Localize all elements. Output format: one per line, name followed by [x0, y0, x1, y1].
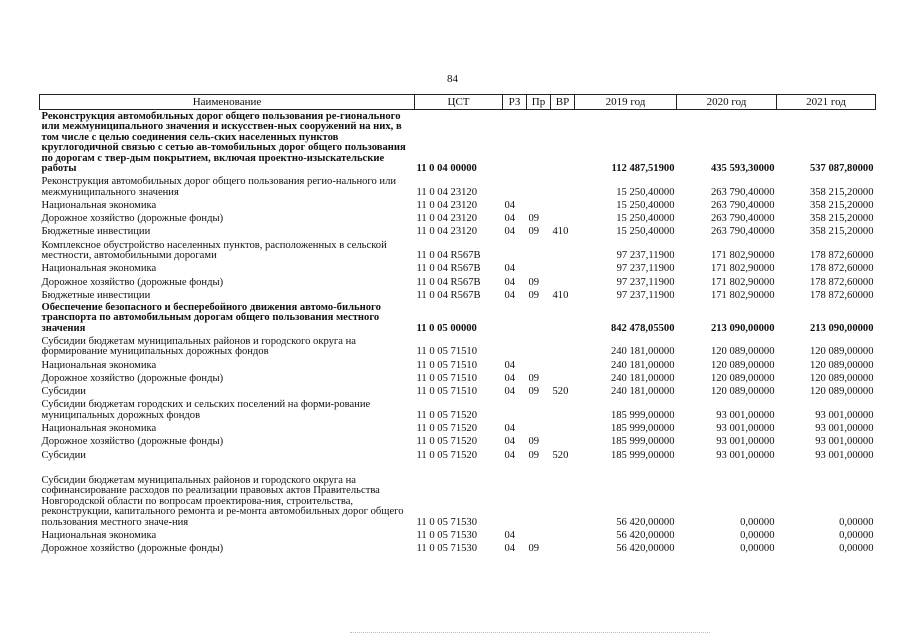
cell-cst: 11 0 04 23120 [416, 199, 478, 211]
cell-name: Национальная экономика [41, 263, 157, 275]
cell-vr [551, 261, 575, 274]
cell-y2021: 93 001,00000 [815, 436, 874, 448]
cell-y2019: 240 181,00000 [610, 359, 675, 371]
cell-y2020: 171 802,90000 [710, 276, 775, 288]
cell-rz [503, 238, 527, 262]
cell-y2019: 97 237,11900 [616, 276, 675, 288]
cell-cst: 11 0 04 R567B [416, 289, 481, 301]
cell-vr [551, 398, 575, 422]
header-2019: 2019 год [575, 95, 677, 110]
table-row [40, 275, 876, 288]
cell-y2020: 435 593,30000 [710, 163, 775, 175]
cell-rz: 04 [504, 372, 516, 384]
cell-name: Субсидии бюджетам муниципальных районов и городского округа на софинансирование расходов по реализации правовых актов Правительства Новгородской области по вопросам проектирова-ния, строительства, реконструкции, капитального ремонта и ре-монта автомобильных дорог общего пользования местного значе-ния [41, 475, 404, 528]
table-row [40, 211, 876, 224]
table-row [40, 110, 876, 175]
cell-cst: 11 0 04 R567B [416, 276, 481, 288]
cell-cst: 11 0 05 71530 [416, 543, 478, 555]
cell-y2019: 185 999,00000 [610, 409, 675, 421]
cell-y2021: 213 090,00000 [809, 322, 874, 334]
cell-rz: 04 [504, 263, 516, 275]
cell-name: Национальная экономика [41, 423, 157, 435]
cell-rz: 04 [504, 213, 516, 225]
cell-vr [551, 434, 575, 447]
cell-cst: 11 0 05 71520 [416, 436, 478, 448]
cell-pr: 09 [528, 543, 540, 555]
cell-rz [503, 175, 527, 199]
cell-y2020: 263 790,40000 [710, 213, 775, 225]
cell-y2021: 120 089,00000 [809, 359, 874, 371]
cell-vr [551, 301, 575, 334]
cell-cst: 11 0 05 71530 [416, 516, 478, 528]
table-row [40, 398, 876, 422]
cell-y2019: 56 420,00000 [616, 529, 675, 541]
page-number: 84 [447, 73, 458, 85]
cell-y2021: 93 001,00000 [815, 449, 874, 461]
cell-vr [551, 421, 575, 434]
cell-rz: 04 [504, 543, 516, 555]
table-row [40, 384, 876, 397]
cell-cst: 11 0 04 00000 [416, 163, 477, 175]
cell-vr [551, 211, 575, 224]
cell-y2019: 185 999,00000 [610, 436, 675, 448]
header-2020: 2020 год [677, 95, 777, 110]
cell-pr: 09 [528, 436, 540, 448]
cell-y2019: 97 237,11900 [616, 263, 675, 275]
cell-vr [551, 175, 575, 199]
cell-name: Дорожное хозяйство (дорожные фонды) [41, 276, 224, 288]
cell-pr: 09 [528, 213, 540, 225]
cell-rz: 04 [504, 289, 516, 301]
cell-y2019: 15 250,40000 [616, 199, 675, 211]
cell-name: Национальная экономика [41, 529, 157, 541]
cell-pr [527, 238, 551, 262]
cell-y2021: 120 089,00000 [809, 346, 874, 358]
cell-name: Бюджетные инвестиции [41, 226, 151, 238]
cell-rz: 04 [504, 423, 516, 435]
cell-cst: 11 0 04 R567B [416, 249, 481, 261]
scan-artifact-line [350, 632, 710, 634]
cell-cst: 11 0 05 71520 [416, 423, 478, 435]
cell-y2020: 120 089,00000 [710, 372, 775, 384]
cell-rz: 04 [504, 386, 516, 398]
table-row [40, 448, 876, 461]
cell-vr [551, 528, 575, 541]
cell-pr [527, 198, 551, 211]
table-row [40, 175, 876, 199]
cell-name: Дорожное хозяйство (дорожные фонды) [41, 372, 224, 384]
table-row [40, 238, 876, 262]
cell-vr [551, 541, 575, 554]
cell-y2019: 240 181,00000 [610, 346, 675, 358]
cell-y2019: 240 181,00000 [610, 372, 675, 384]
cell-cst: 11 0 04 23120 [416, 186, 478, 198]
cell-pr [527, 175, 551, 199]
cell-y2019: 112 487,51900 [611, 163, 675, 175]
cell-pr [527, 421, 551, 434]
cell-y2021: 537 087,80000 [809, 163, 874, 175]
table-body [40, 110, 876, 555]
cell-cst: 11 0 05 71520 [416, 409, 478, 421]
cell-cst: 11 0 05 71530 [416, 529, 478, 541]
cell-pr [527, 110, 551, 175]
header-vr: ВР [551, 95, 575, 110]
cell-y2019: 97 237,11900 [616, 289, 675, 301]
cell-pr: 09 [528, 289, 540, 301]
cell-name: Субсидии [41, 449, 86, 461]
cell-vr [551, 334, 575, 358]
cell-rz: 04 [504, 359, 516, 371]
cell-y2019: 56 420,00000 [616, 543, 675, 555]
cell-y2020: 93 001,00000 [716, 423, 775, 435]
cell-name: Обеспечение безопасного и бесперебойного движения автомо-бильного транспорта по автомобильным дорогам общего пользования местного значения [41, 302, 381, 334]
cell-vr: 410 [552, 289, 569, 301]
cell-cst: 11 0 05 71510 [416, 359, 478, 371]
table-row [40, 434, 876, 447]
cell-y2020: 263 790,40000 [710, 226, 775, 238]
cell-pr [527, 358, 551, 371]
cell-rz [503, 301, 527, 334]
cell-vr [551, 371, 575, 384]
cell-y2020: 263 790,40000 [710, 199, 775, 211]
cell-y2021: 358 215,20000 [809, 213, 874, 225]
budget-table [39, 94, 876, 555]
cell-y2020: 171 802,90000 [710, 263, 775, 275]
cell-rz [503, 110, 527, 175]
cell-y2020: 120 089,00000 [710, 386, 775, 398]
cell-cst: 11 0 05 71520 [416, 449, 478, 461]
cell-cst: 11 0 04 23120 [416, 226, 478, 238]
cell-pr [527, 398, 551, 422]
header-cst: ЦСТ [415, 95, 503, 110]
cell-pr: 09 [528, 226, 540, 238]
cell-name: Субсидии [41, 386, 86, 398]
table-row [40, 288, 876, 301]
cell-rz: 04 [504, 226, 516, 238]
cell-vr [551, 461, 575, 528]
cell-y2020: 0,00000 [740, 543, 775, 555]
table-row [40, 225, 876, 238]
cell-name: Национальная экономика [41, 359, 157, 371]
cell-rz: 04 [504, 276, 516, 288]
cell-cst: 11 0 04 23120 [416, 213, 478, 225]
cell-name: Комплексное обустройство населенных пунктов, расположенных в сельской местности, автомобильными дорогами [41, 239, 387, 261]
cell-pr [527, 461, 551, 528]
cell-y2021: 93 001,00000 [815, 423, 874, 435]
cell-y2021: 178 872,60000 [809, 276, 874, 288]
cell-y2019: 15 250,40000 [616, 213, 675, 225]
cell-name: Дорожное хозяйство (дорожные фонды) [41, 213, 224, 225]
cell-y2021: 0,00000 [839, 529, 874, 541]
cell-name: Дорожное хозяйство (дорожные фонды) [41, 543, 224, 555]
cell-y2021: 178 872,60000 [809, 263, 874, 275]
cell-y2021: 358 215,20000 [809, 226, 874, 238]
table-row [40, 371, 876, 384]
cell-pr: 09 [528, 386, 540, 398]
cell-y2019: 15 250,40000 [616, 186, 675, 198]
cell-pr: 09 [528, 276, 540, 288]
cell-y2020: 93 001,00000 [716, 449, 775, 461]
table-row [40, 261, 876, 274]
cell-vr [551, 275, 575, 288]
header-2021: 2021 год [777, 95, 876, 110]
cell-pr [527, 261, 551, 274]
cell-rz: 04 [504, 199, 516, 211]
cell-name: Бюджетные инвестиции [41, 289, 151, 301]
cell-y2019: 15 250,40000 [616, 226, 675, 238]
cell-name: Реконструкция автомобильных дорог общего пользования ре-гионального или межмуниципального значения и искусствен-ных сооружений на них, в том числе с целью соединения сель-ских населенных пунктов круглогодичной связью с сетью ав-томобильных дорог общего пользования по дорогам с твер-дым покрытием, включая проектно-изыскательские работы [41, 111, 406, 175]
cell-cst: 11 0 05 71510 [416, 386, 478, 398]
cell-cst: 11 0 05 71510 [416, 346, 478, 358]
table-header-row [40, 95, 876, 110]
cell-vr: 520 [552, 449, 569, 461]
cell-y2021: 120 089,00000 [809, 372, 874, 384]
cell-y2019: 240 181,00000 [610, 386, 675, 398]
cell-vr [551, 358, 575, 371]
cell-rz: 04 [504, 529, 516, 541]
cell-y2019: 56 420,00000 [616, 516, 675, 528]
cell-cst: 11 0 05 71510 [416, 372, 478, 384]
cell-rz: 04 [504, 449, 516, 461]
cell-vr [551, 238, 575, 262]
cell-y2019: 97 237,11900 [616, 249, 675, 261]
cell-pr [527, 334, 551, 358]
cell-y2020: 0,00000 [740, 516, 775, 528]
table-row [40, 461, 876, 528]
cell-y2020: 93 001,00000 [716, 409, 775, 421]
header-rz: РЗ [503, 95, 527, 110]
cell-y2021: 0,00000 [839, 543, 874, 555]
cell-y2020: 263 790,40000 [710, 186, 775, 198]
cell-y2021: 358 215,20000 [809, 186, 874, 198]
cell-rz [503, 398, 527, 422]
cell-pr: 09 [528, 449, 540, 461]
cell-y2020: 120 089,00000 [710, 346, 775, 358]
cell-y2021: 120 089,00000 [809, 386, 874, 398]
cell-pr [527, 528, 551, 541]
cell-name: Дорожное хозяйство (дорожные фонды) [41, 436, 224, 448]
cell-rz: 04 [504, 436, 516, 448]
cell-name: Субсидии бюджетам городских и сельских поселений на форми-рование муниципальных дорожных фондов [41, 399, 371, 421]
cell-y2021: 178 872,60000 [809, 289, 874, 301]
cell-y2021: 93 001,00000 [815, 409, 874, 421]
cell-cst: 11 0 05 00000 [416, 322, 477, 334]
cell-y2020: 0,00000 [740, 529, 775, 541]
table-row [40, 541, 876, 554]
cell-y2021: 178 872,60000 [809, 249, 874, 261]
table-row [40, 301, 876, 334]
table-row [40, 421, 876, 434]
cell-y2021: 358 215,20000 [809, 199, 874, 211]
cell-rz [503, 461, 527, 528]
table-row [40, 528, 876, 541]
cell-y2019: 185 999,00000 [610, 423, 675, 435]
header-pr: Пр [527, 95, 551, 110]
cell-cst: 11 0 04 R567B [416, 263, 481, 275]
cell-y2020: 93 001,00000 [716, 436, 775, 448]
cell-name: Реконструкция автомобильных дорог общего пользования регио-нального или межмуниципального значения [41, 176, 397, 198]
cell-y2020: 213 090,00000 [710, 322, 775, 334]
header-name: Наименование [40, 95, 415, 110]
cell-y2021: 0,00000 [839, 516, 874, 528]
cell-y2019: 185 999,00000 [610, 449, 675, 461]
cell-y2020: 171 802,90000 [710, 249, 775, 261]
cell-rz [503, 334, 527, 358]
cell-pr [527, 301, 551, 334]
cell-y2020: 171 802,90000 [710, 289, 775, 301]
cell-vr [551, 110, 575, 175]
cell-pr: 09 [528, 372, 540, 384]
table-row [40, 358, 876, 371]
cell-name: Национальная экономика [41, 199, 157, 211]
table-row [40, 198, 876, 211]
cell-y2020: 120 089,00000 [710, 359, 775, 371]
cell-vr [551, 198, 575, 211]
cell-vr: 520 [552, 386, 569, 398]
cell-vr: 410 [552, 226, 569, 238]
table-row [40, 334, 876, 358]
cell-name: Субсидии бюджетам муниципальных районов и городского округа на формирование муниципальных дорожных фондов [41, 335, 356, 358]
cell-y2019: 842 478,05500 [610, 322, 675, 334]
